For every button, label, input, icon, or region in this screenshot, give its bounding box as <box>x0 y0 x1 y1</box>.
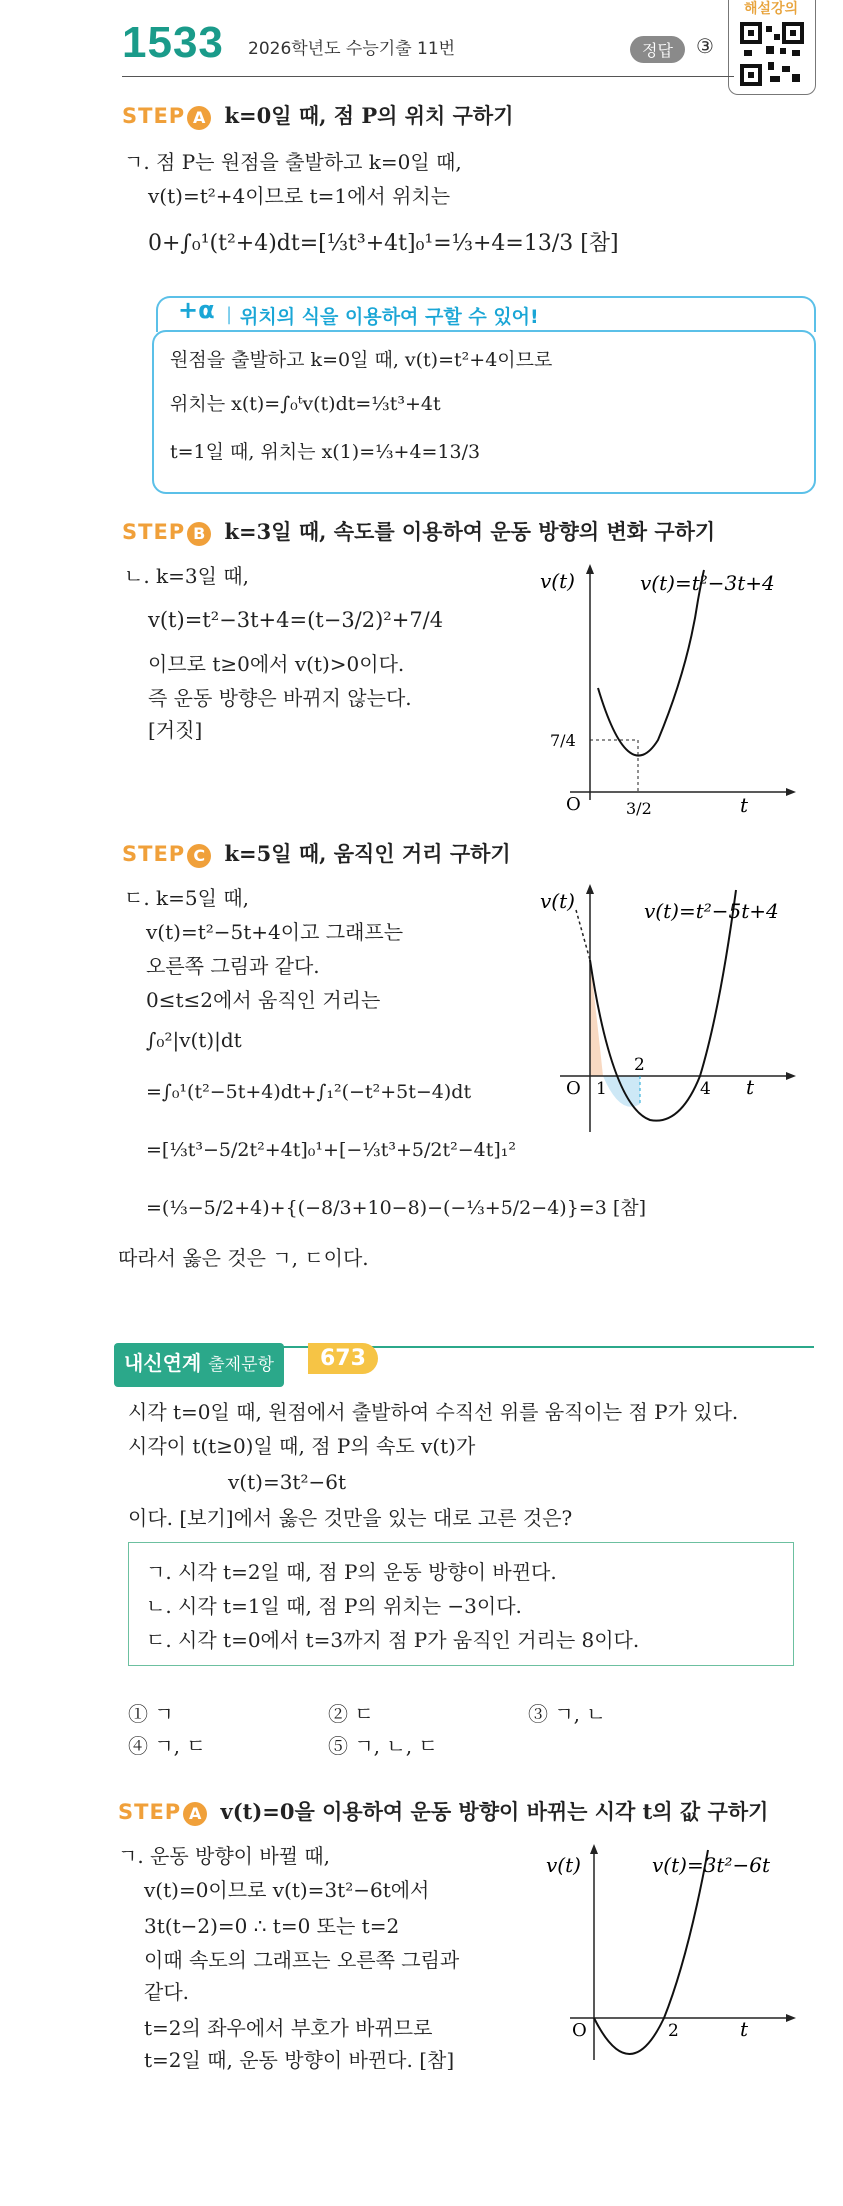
graph-formula: v(t)=3t²−6t <box>652 1853 770 1877</box>
choice-3[interactable]: ③ ㄱ, ㄴ <box>528 1702 606 1726</box>
naesin-number: 673 <box>308 1343 378 1374</box>
step-title: k=0일 때, 점 P의 위치 구하기 <box>224 103 514 128</box>
qr-code-icon <box>740 22 804 86</box>
problem-number: 1533 <box>122 18 224 67</box>
step-c-line-2: v(t)=t²−5t+4이고 그래프는 <box>146 920 404 944</box>
bogi-item-3: ㄷ. 시각 t=0에서 t=3까지 점 P가 움직인 거리는 8이다. <box>146 1628 640 1652</box>
y-axis-arrow <box>590 1844 598 1854</box>
graph-step-a2 <box>540 1840 810 2070</box>
step-c-line-5: ∫₀²|v(t)|dt <box>146 1028 242 1052</box>
step-a2-heading <box>118 1796 768 1826</box>
step-a2-line-1: ㄱ. 운동 방향이 바뀔 때, <box>118 1844 331 1868</box>
step-word: STEP <box>122 104 186 128</box>
step-title: v(t)=0을 이용하여 운동 방향이 바뀌는 시각 t의 값 구하기 <box>220 1799 769 1824</box>
exam-source: 2026학년도 수능기출 11번 <box>248 39 456 59</box>
naesin-label <box>114 1343 284 1387</box>
graph-y-label: v(t) <box>540 569 575 593</box>
step-b-line-4: 즉 운동 방향은 바뀌지 않는다. <box>148 686 412 710</box>
graph-step-c <box>540 880 810 1140</box>
note-title: 위치의 식을 이용하여 구할 수 있어! <box>240 306 539 328</box>
question-line-4: 이다. [보기]에서 옳은 것만을 있는 대로 고른 것은? <box>128 1506 573 1530</box>
step-title: k=5일 때, 움직인 거리 구하기 <box>224 841 511 866</box>
choice-2[interactable]: ② ㄷ <box>328 1702 374 1726</box>
question-line-2: 시각이 t(t≥0)일 때, 점 P의 속도 v(t)가 <box>128 1434 476 1458</box>
choice-4[interactable]: ④ ㄱ, ㄷ <box>128 1734 206 1758</box>
step-b-line-5: [거짓] <box>148 718 203 742</box>
step-a2-line-7: t=2일 때, 운동 방향이 바뀐다. [참] <box>144 2048 455 2072</box>
question-formula: v(t)=3t²−6t <box>228 1470 346 1494</box>
bogi-item-1: ㄱ. 시각 t=2일 때, 점 P의 운동 방향이 바뀐다. <box>146 1560 557 1584</box>
note-line-3: t=1일 때, 위치는 x(1)=⅓+4=13/3 <box>170 441 481 463</box>
step-letter: A <box>187 106 211 130</box>
step-title: k=3일 때, 속도를 이용하여 운동 방향의 변화 구하기 <box>224 519 716 544</box>
step-a2-line-4: 이때 속도의 그래프는 오른쪽 그림과 <box>144 1948 460 1972</box>
note-tag: +α <box>178 296 215 324</box>
step-a2-line-2: v(t)=0이므로 v(t)=3t²−6t에서 <box>144 1878 430 1902</box>
step-c-line-4: 0≤t≤2에서 움직인 거리는 <box>146 988 381 1012</box>
graph-min-x: 3/2 <box>626 799 652 818</box>
step-letter: A <box>183 1802 207 1826</box>
note-line-2: 위치는 x(t)=∫₀ᵗv(t)dt=⅓t³+4t <box>170 393 441 415</box>
choice-5[interactable]: ⑤ ㄱ, ㄴ, ㄷ <box>328 1734 438 1758</box>
step-letter: B <box>187 522 211 546</box>
graph-formula: v(t)=t²−5t+4 <box>644 899 779 923</box>
y-axis-arrow <box>586 564 594 574</box>
step-c-line-3: 오른쪽 그림과 같다. <box>146 954 320 978</box>
graph-formula: v(t)=t²−3t+4 <box>640 571 775 595</box>
qr-label: 해설강의 <box>744 1 799 17</box>
step-c-conclusion: 따라서 옳은 것은 ㄱ, ㄷ이다. <box>118 1246 369 1270</box>
step-b-line-1: ㄴ. k=3일 때, <box>124 564 249 588</box>
graph-step-b <box>540 560 810 820</box>
graph-min-y: 7/4 <box>550 731 576 750</box>
shaded-area-negative <box>603 1076 640 1107</box>
step-c-heading <box>122 838 511 868</box>
step-word: STEP <box>118 1800 182 1824</box>
graph-tick-2: 2 <box>668 2021 679 2041</box>
step-c-line-7: =[⅓t³−5/2t²+4t]₀¹+[−⅓t³+5/2t²−4t]₁² <box>146 1139 516 1161</box>
graph-tick-4: 4 <box>700 1079 711 1099</box>
graph-x-label: t <box>746 1075 755 1099</box>
answer-badge: 정답 <box>630 36 685 63</box>
step-b-line-2: v(t)=t²−3t+4=(t−3/2)²+7/4 <box>148 608 444 632</box>
graph-y-label: v(t) <box>546 1853 581 1877</box>
note-divider: | <box>226 304 233 325</box>
parabola-curve <box>594 1850 708 2054</box>
choice-1[interactable]: ① ㄱ <box>128 1702 174 1726</box>
step-c-line-6: =∫₀¹(t²−5t+4)dt+∫₁²(−t²+5t−4)dt <box>146 1081 472 1103</box>
graph-x-label: t <box>740 2017 749 2041</box>
step-a2-line-5: 같다. <box>144 1980 189 2004</box>
parabola-curve <box>598 570 704 756</box>
step-word: STEP <box>122 520 186 544</box>
question-line-1: 시각 t=0일 때, 원점에서 출발하여 수직선 위를 움직이는 점 P가 있다. <box>128 1400 739 1424</box>
graph-y-label: v(t) <box>540 889 575 913</box>
step-word: STEP <box>122 842 186 866</box>
step-b-heading <box>122 516 715 546</box>
bogi-item-2: ㄴ. 시각 t=1일 때, 점 P의 위치는 −3이다. <box>146 1594 522 1618</box>
graph-origin: O <box>566 1078 581 1099</box>
step-a2-line-6: t=2의 좌우에서 부호가 바뀌므로 <box>144 2016 433 2040</box>
step-a2-line-3: 3t(t−2)=0 ∴ t=0 또는 t=2 <box>144 1914 400 1938</box>
step-b-line-3: 이므로 t≥0에서 v(t)>0이다. <box>148 652 405 676</box>
graph-origin: O <box>566 794 581 815</box>
naesin-label-sub: 출제문항 <box>208 1355 274 1375</box>
step-c-line-1: ㄷ. k=5일 때, <box>124 886 249 910</box>
header-divider <box>122 76 734 77</box>
curve-extension <box>576 910 590 960</box>
step-a-line-1: ㄱ. 점 P는 원점을 출발하고 k=0일 때, <box>124 150 462 174</box>
graph-tick-2: 2 <box>634 1055 645 1075</box>
note-line-1: 원점을 출발하고 k=0일 때, v(t)=t²+4이므로 <box>170 349 553 371</box>
x-axis-arrow <box>786 788 796 796</box>
y-axis-arrow <box>586 884 594 894</box>
naesin-label-bold: 내신연계 <box>124 1351 202 1375</box>
step-a-line-2: v(t)=t²+4이므로 t=1에서 위치는 <box>148 184 451 208</box>
x-axis-arrow <box>786 1072 796 1080</box>
graph-origin: O <box>572 2020 587 2041</box>
answer-value: ③ <box>696 34 714 58</box>
graph-tick-1: 1 <box>596 1079 607 1099</box>
step-a-heading <box>122 100 514 130</box>
x-axis-arrow <box>786 2014 796 2022</box>
step-a-line-3: 0+∫₀¹(t²+4)dt=[⅓t³+4t]₀¹=⅓+4=13/3 [참] <box>148 231 619 256</box>
step-c-line-8: =(⅓−5/2+4)+{(−8/3+10−8)−(−⅓+5/2−4)}=3 [참] <box>146 1197 647 1219</box>
graph-x-label: t <box>740 793 749 817</box>
step-letter: C <box>187 844 211 868</box>
